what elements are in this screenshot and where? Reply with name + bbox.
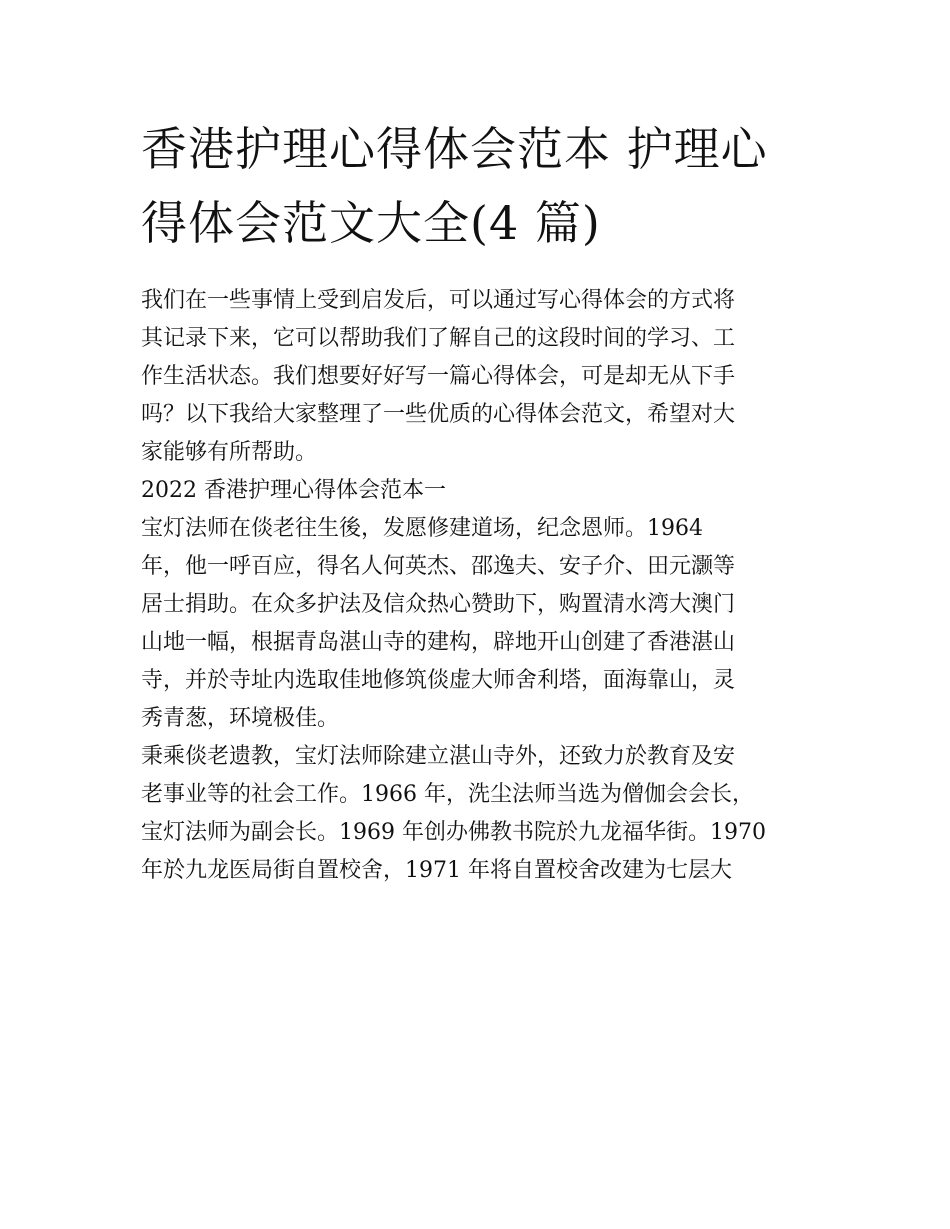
paragraph-1-line-4: 山地一幅，根据青岛湛山寺的建构，辟地开山创建了香港湛山: [141, 630, 736, 655]
paragraph-2-line-3: 宝灯法师为副会长。1969 年创办佛教书院於九龙福华街。1970: [141, 820, 766, 845]
intro-line-3: 作生活状态。我们想要好好写一篇心得体会，可是却无从下手: [141, 364, 736, 389]
intro-line-1: 我们在一些事情上受到启发后，可以通过写心得体会的方式将: [141, 288, 736, 313]
title-line-2: 得体会范文大全(4 篇): [141, 196, 601, 250]
paragraph-1-line-6: 秀青葱，环境极佳。: [141, 706, 340, 731]
section-heading: 2022 香港护理心得体会范本一: [141, 478, 446, 503]
paragraph-1-line-3: 居士捐助。在众多护法及信众热心赞助下，购置清水湾大澳门: [141, 592, 736, 617]
paragraph-2-line-4: 年於九龙医局街自置校舍，1971 年将自置校舍改建为七层大: [141, 858, 732, 883]
paragraph-1: [141, 510, 821, 738]
paragraph-1-line-2: 年，他一呼百应，得名人何英杰、邵逸夫、安子介、田元灏等: [141, 554, 736, 579]
paragraph-1-line-5: 寺，并於寺址内选取佳地修筑倓虚大师舍利塔，面海靠山，灵: [141, 668, 736, 693]
intro-line-2: 其记录下来，它可以帮助我们了解自己的这段时间的学习、工: [141, 326, 736, 351]
title-line-1: 香港护理心得体会范本 护理心: [141, 122, 768, 176]
paragraph-2-line-1: 秉乘倓老遗教，宝灯法师除建立湛山寺外，还致力於教育及安: [141, 744, 736, 769]
paragraph-2-line-2: 老事业等的社会工作。1966 年，洗尘法师当选为僧伽会会长，: [141, 782, 754, 807]
document-title: [141, 112, 831, 260]
paragraph-1-line-1: 宝灯法师在倓老往生後，发愿修建道场，纪念恩师。1964: [141, 516, 703, 541]
intro-line-5: 家能够有所帮助。: [141, 440, 318, 465]
intro-line-4: 吗？以下我给大家整理了一些优质的心得体会范文，希望对大: [141, 402, 736, 427]
intro-paragraph: [141, 282, 821, 472]
paragraph-2: [141, 738, 821, 890]
document-body: [141, 282, 821, 890]
